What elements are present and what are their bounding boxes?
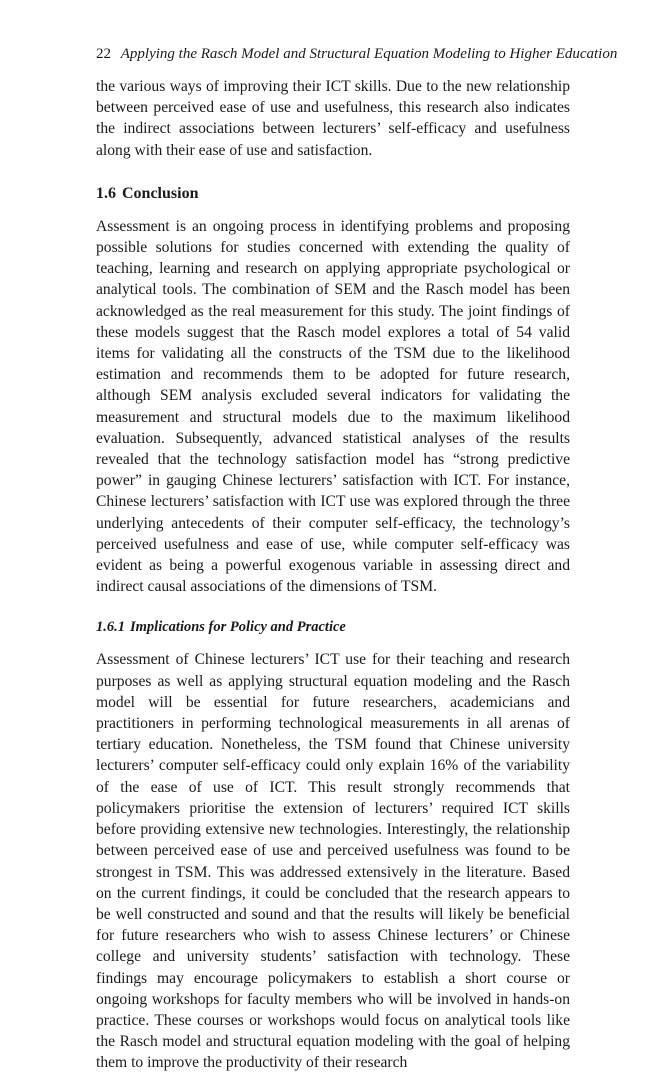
section-title: Conclusion <box>122 184 199 202</box>
subsection-title: Implications for Policy and Practice <box>130 619 346 636</box>
subsection-heading <box>96 617 570 637</box>
conclusion-paragraph: Assessment is an ongoing process in identifying problems and proposing possible solutions for studies concerned with extending the quality of teaching, learning and research on applying appropriate psychological or analytical tools. The combination of SEM and the Rasch model has been acknowledged as the real measurement for this study. The joint findings of these models suggest that the Rasch model explores a total of 54 valid items for validating all the constructs of the TSM due to the likelihood estimation and recommends them to be adopted for future research, although SEM analysis excluded several indicators for validating the measurement and structural models due to the maximum likelihood evaluation. Subsequently, advanced statistical analyses of the results revealed that the technology satisfaction model has “strong predictive power” in gauging Chinese lecturers’ satisfaction with ICT. For instance, Chinese lecturers’ satisfaction with ICT use was explored through the three underlying antecedents of their computer self-efficacy, the technology’s perceived usefulness and ease of use, while computer self-efficacy was evident as being a powerful exogenous variable in assessing direct and indirect causal associations of the dimensions of TSM. <box>96 217 570 596</box>
page-number: 22 <box>96 46 111 62</box>
section-number: 1.6 <box>96 184 116 202</box>
subsection-number: 1.6.1 <box>96 619 125 636</box>
running-head-title: Applying the Rasch Model and Structural Equation Modeling to Higher Education <box>120 46 618 62</box>
section-heading <box>96 183 570 204</box>
implications-paragraph: Assessment of Chinese lecturers’ ICT use for their teaching and research purposes as well as applying structural equation modeling and the Rasch model will be essential for future researchers, academicians and practitioners in performing technological measurements in all arenas of tertiary education. Nonetheless, the TSM found that Chinese university lecturers’ computer self-efficacy could only explain 16% of the variability of the ease of use of ICT. This result strongly recommends that policymakers prioritise the extension of lecturers’ required ICT skills before providing extensive new technologies. Interestingly, the relationship between perceived ease of use and perceived usefulness was found to be strongest in TSM. This was addressed extensively in the literature. Based on the current findings, it could be concluded that the research appears to be well constructed and sound and that the results will likely be beneficial for future researchers who wish to assess Chinese lecturers’ or Chinese college and university students’ satisfaction with technology. These findings may encourage policymakers to establish a short course or ongoing workshops for faculty members who will be involved in hands-on practice. These courses or workshops would focus on analytical tools like the Rasch model and structural equation modeling with the goal of helping them to improve the productivity of their research <box>96 651 570 1072</box>
intro-paragraph: the various ways of improving their ICT skills. Due to the new relationship between perceived ease of use and usefulness, this research also indicates the indirect associations between lecturers’ self-efficacy and usefulness along with their ease of use and satisfaction. <box>96 78 570 159</box>
book-page <box>96 44 618 1074</box>
running-head <box>96 44 618 64</box>
